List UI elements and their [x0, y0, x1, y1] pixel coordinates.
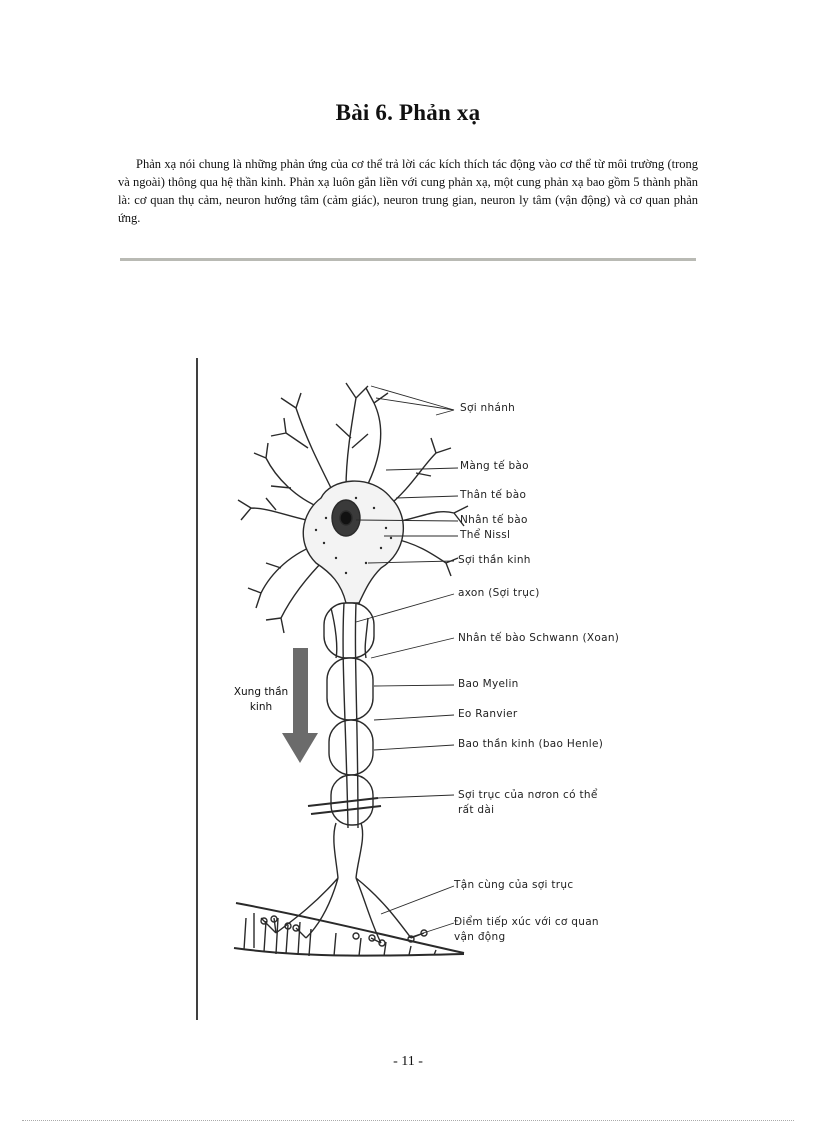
- neuron-diagram: [196, 358, 620, 1020]
- nucleolus: [340, 511, 352, 525]
- section-divider: [120, 258, 696, 261]
- label-myelin: Bao Myelin: [458, 678, 519, 690]
- label-nerve-fiber: Sợi thần kinh: [458, 554, 531, 566]
- label-long-axon: Sợi trục của nơron có thể rất dài: [458, 789, 598, 816]
- label-schwann-nucleus: Nhân tế bào Schwann (Xoan): [458, 632, 620, 644]
- label-henle-sheath: Bao thần kinh (bao Henle): [458, 738, 604, 750]
- label-axon: axon (Sợi trục): [458, 587, 540, 599]
- label-contact-point: Điểm tiếp xúc với cơ quan vận động: [454, 916, 599, 943]
- myelin-sheath: [324, 603, 374, 828]
- label-cell-body: Thân tế bào: [460, 489, 527, 501]
- leader-lines: [356, 386, 458, 938]
- page-title: Bài 6. Phản xạ: [335, 100, 481, 125]
- page-number: - 11 -: [393, 1054, 423, 1069]
- cell-body: [303, 481, 403, 603]
- muscle-effector: [234, 903, 464, 956]
- label-nerve-impulse: Xung thần kinh: [233, 686, 289, 713]
- end-bulbs: [261, 916, 427, 946]
- label-ranvier: Eo Ranvier: [458, 708, 518, 720]
- page-bottom-edge: [22, 1120, 794, 1121]
- label-nissl-body: Thể Nissl: [460, 529, 511, 541]
- axon-terminals: [261, 878, 424, 943]
- label-dendrites: Sợi nhánh: [460, 402, 516, 414]
- intro-paragraph: Phản xạ nói chung là những phản ứng của cơ thể trả lời các kích thích tác động vào cơ thể từ môi trường (trong và ngoài) thông qua hệ thần kinh. Phản xạ luôn gắn liền với cung phản xạ, một cung phản xạ bao gồm 5 thành phần là: cơ quan thụ cảm, neuron hướng tâm (cảm giác), neuron trung gian, neuron ly tâm (vận động) và cơ quan phản ứng.: [118, 157, 698, 225]
- label-nucleus: Nhân tế bào: [460, 514, 528, 526]
- label-cell-membrane: Màng tế bào: [460, 460, 529, 472]
- label-axon-terminal: Tận cùng của sợi trục: [454, 879, 574, 891]
